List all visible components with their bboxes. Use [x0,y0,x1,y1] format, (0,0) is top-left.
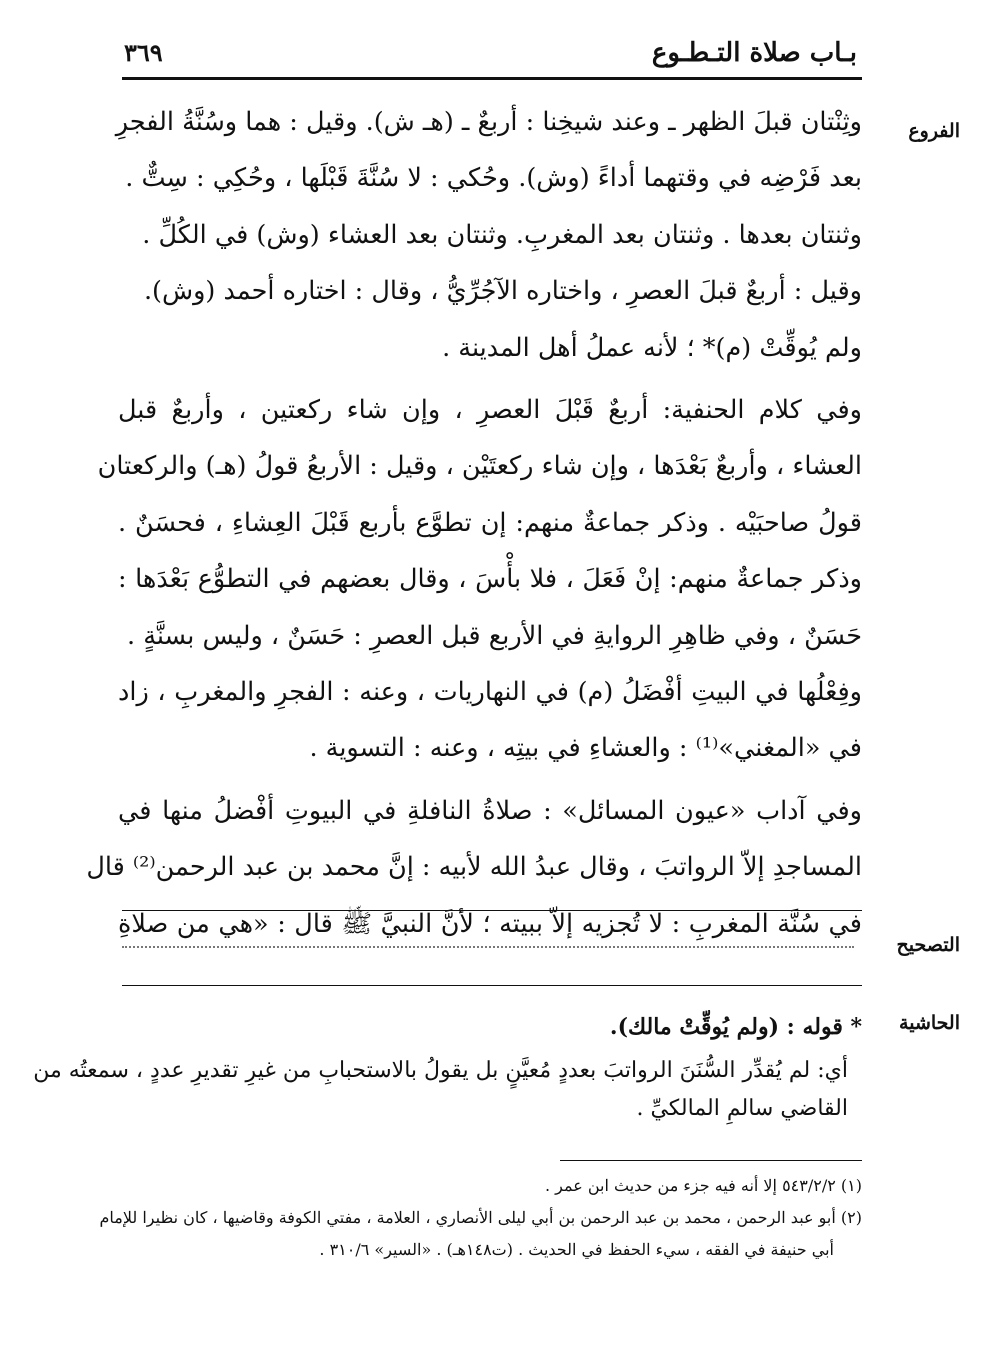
hashiya-section [33,1008,862,1128]
text-line: المساجدِ إلاّ الرواتبَ ، وقال عبدُ الله لأبيه : إنَّ محمد بن عبد الرحمن⁽²⁾ قال [86,852,862,883]
tashih-dotted-line [122,946,854,948]
hashiya-heading: * قوله : (ولم يُوقِّتْ مالك). [609,1014,862,1040]
text-line: وثِنْتان قبلَ الظهر ـ وعند شيخِنا : أربعٌ ـ (هـ ش). وقيل : هما وسُنَّةُ الفجرِ [115,107,862,137]
text-line: وثنتان بعدها . وثنتان بعد المغربِ. وثنتان بعد العشاء (وش) في الكُلِّ . [142,219,862,250]
side-label-hashiya: الحاشية [899,1012,960,1034]
running-header-title: بـاب صلاة التـطـوع [651,38,857,68]
paragraph [118,263,862,319]
text-line: وفِعْلُها في البيتِ أفْضَلُ (م) في النهاريات ، وعنه : الفجرِ والمغربِ ، زاد [118,677,862,708]
hashiya-line: القاضي سالمِ المالكيِّ . [636,1096,848,1121]
tashih-bottom-rule [122,985,862,986]
text-line: في «المغني»⁽¹⁾ : والعشاءِ في بيتِه ، وعنه : التسوية . [309,733,862,764]
text-line: وذكر جماعةٌ منهم: إنْ فَعَلَ ، فلا بأْسَ ، وقال بعضهم في التطوُّع بَعْدَها : [118,564,862,595]
hashiya-body [33,1052,862,1128]
paragraph [118,320,862,376]
side-label-furu: الفروع [908,120,960,142]
tashih-top-rule [122,910,862,911]
text-line: بعد فَرْضِه في وقتهما أداءً (وش). وحُكي : لا سُنَّةَ قَبْلَها ، وحُكِي : سِتٌّ . [125,163,862,194]
text-line: العشاء ، وأربعٌ بَعْدَها ، وإن شاء ركعتَيْن ، وقيل : الأربعُ قولُ (هـ) والركعتان [97,451,862,482]
text-line: قولُ صاحبَيْه . وذكر جماعةٌ منهم: إن تطوَّع بأربع قَبْلَ العِشاءِ ، فحسَنٌ . [118,507,862,538]
paragraph [97,382,862,664]
paragraph [115,94,862,207]
footnote-2-continuation: أبي حنيفة في الفقه ، سيء الحفظ في الحديث . (ت١٤٨هـ) . «السير» ٣١٠/٦ . [319,1240,834,1259]
text-line: في سُنَّة المغربِ : لا تُجزيه إلاّ ببيته ؛ لأنَّ النبيَّ ﷺ قال : «هي من صلاةِ [118,908,862,939]
side-label-tashih: التصحيح [896,934,960,956]
paragraph [118,207,862,263]
text-line: ولم يُوقِّتْ (م)* ؛ لأنه عملُ أهل المدينة . [442,332,862,363]
footnote-1: (١) ٥٤٣/٢/٢ إلا أنه فيه جزء من حديث ابن عمر . [544,1176,862,1195]
text-line: وفي آداب «عيون المسائل» : صلاةُ النافلةِ في البيوتِ أفْضلُ منها في [118,795,862,826]
header-rule [122,77,862,80]
footnotes [99,1170,862,1266]
text-line: حَسَنٌ ، وفي ظاهِرِ الروايةِ في الأربع قبل العصرِ : حَسَنٌ ، وليس بسنَّةٍ . [126,620,862,651]
page-number: ٣٦٩ [124,38,163,67]
hashiya-line: أي: لم يُقدِّر السُّنَنَ الرواتبَ بعددٍ مُعيَّنٍ بل يقولُ بالاستحبابِ من غيرِ تقديرِ عددٍ ، سمعتُه من [33,1058,848,1083]
footnote-2: (٢) أبو عبد الرحمن ، محمد بن عبد الرحمن بن أبي ليلى الأنصاري ، العلامة ، مفتي الكوفة وقاضيها ، كان نظيرا للإمام [99,1208,862,1227]
paragraph [118,664,862,777]
paragraph [86,783,862,952]
footnote-rule [560,1160,862,1161]
text-line: وفي كلام الحنفية: أربعٌ قَبْلَ العصرِ ، وإن شاء ركعتين ، وأربعٌ قبل [118,395,862,426]
text-line: وقيل : أربعٌ قبلَ العصرِ ، واختاره الآجُرِّيُّ ، وقال : اختاره أحمد (وش). [143,276,862,307]
main-text [86,94,862,952]
